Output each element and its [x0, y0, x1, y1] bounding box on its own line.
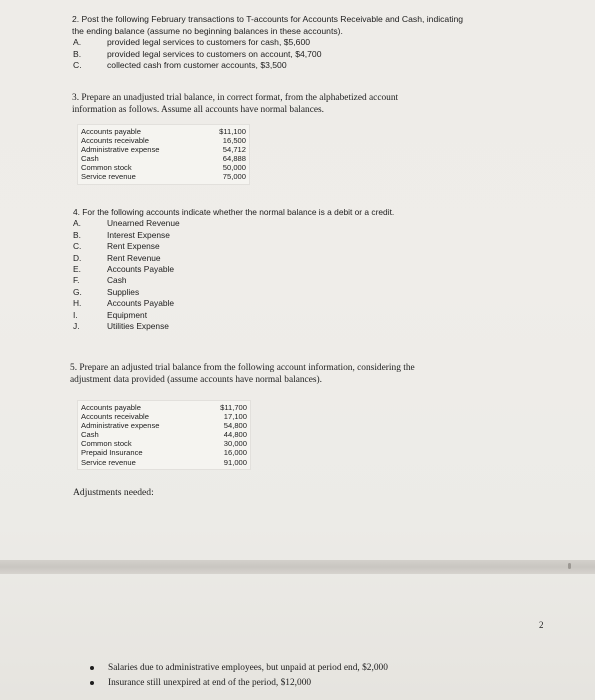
list-item	[90, 676, 388, 691]
list-item	[73, 218, 543, 229]
question-3	[72, 93, 532, 116]
list-item	[72, 37, 542, 49]
account-amount: 91,000	[223, 457, 247, 467]
list-item	[73, 275, 543, 286]
item-letter: E.	[73, 264, 81, 275]
table-row	[81, 127, 246, 136]
adjusted-balance-table	[77, 400, 251, 470]
list-item	[73, 241, 543, 252]
item-letter: C.	[73, 241, 82, 252]
item-text: Accounts Payable	[107, 264, 175, 275]
table-row	[81, 136, 246, 145]
table-row	[81, 154, 246, 163]
account-name: Service revenue	[81, 172, 136, 182]
item-text: Salaries due to administrative employees, but unpaid at period end, $2,000	[108, 663, 388, 673]
item-text: Rent Expense	[107, 241, 160, 252]
account-amount: 54,712	[222, 145, 246, 155]
table-row	[81, 421, 247, 430]
account-name: Accounts payable	[81, 127, 141, 136]
list-item	[73, 287, 543, 298]
list-item	[72, 49, 542, 61]
account-amount: 75,000	[222, 172, 246, 182]
question-3-line-2: information as follows. Assume all accounts have normal balances.	[72, 104, 325, 115]
account-name: Common stock	[81, 163, 132, 173]
adjustments-list	[90, 661, 388, 690]
item-letter: B.	[73, 229, 81, 240]
item-text: Rent Revenue	[107, 252, 161, 263]
account-amount: 54,800	[223, 421, 247, 431]
list-item	[90, 661, 388, 676]
account-amount: $11,700	[220, 403, 247, 412]
question-4-title: 4. For the following accounts indicate whether the normal balance is a debit or a credit.	[73, 207, 395, 217]
account-name: Service revenue	[81, 457, 136, 467]
bullet-icon	[90, 666, 94, 670]
list-item	[73, 321, 543, 332]
table-row	[81, 439, 247, 448]
table-row	[81, 412, 247, 421]
page-mark	[568, 563, 571, 569]
table-row	[81, 172, 246, 181]
list-item	[73, 310, 543, 321]
account-amount: 44,800	[223, 430, 247, 440]
table-row	[81, 403, 247, 412]
list-item	[73, 253, 543, 264]
question-5-line-2: adjustment data provided (assume accounts have normal balances).	[70, 374, 322, 385]
question-2-line-2: the ending balance (assume no beginning balances in these accounts).	[72, 25, 343, 36]
item-letter: A.	[73, 218, 81, 229]
question-5	[70, 363, 540, 386]
item-text: Equipment	[107, 309, 148, 320]
table-row	[81, 448, 247, 457]
item-text: Supplies	[107, 286, 140, 297]
account-amount: 17,100	[223, 412, 247, 422]
item-text: Interest Expense	[107, 229, 170, 240]
table-row	[81, 163, 246, 172]
account-amount: 30,000	[223, 439, 247, 449]
item-text: Accounts Payable	[107, 298, 175, 309]
account-amount: 64,888	[222, 154, 246, 164]
account-amount: $11,100	[219, 127, 246, 136]
account-name: Accounts receivable	[81, 412, 149, 422]
list-item	[72, 60, 542, 72]
list-item	[73, 298, 543, 309]
account-name: Accounts payable	[81, 403, 141, 412]
account-name: Administrative expense	[81, 145, 160, 155]
table-row	[81, 145, 246, 154]
item-letter: C.	[73, 60, 82, 70]
question-4	[73, 207, 543, 332]
account-name: Common stock	[81, 439, 132, 449]
account-name: Accounts receivable	[81, 136, 149, 146]
account-name: Prepaid Insurance	[81, 448, 143, 458]
page-number: 2	[539, 620, 544, 630]
account-name: Cash	[81, 430, 99, 440]
item-text: collected cash from customer accounts, $3,500	[107, 60, 287, 70]
item-letter: G.	[73, 286, 82, 297]
item-letter: D.	[73, 252, 82, 263]
unadjusted-balance-table	[77, 124, 250, 185]
account-amount: 50,000	[222, 163, 246, 173]
item-text: Utilities Expense	[107, 321, 169, 332]
item-text: provided legal services to customers for cash, $5,600	[107, 37, 311, 47]
item-text: provided legal services to customers on account, $4,700	[107, 48, 322, 59]
item-text: Unearned Revenue	[107, 218, 180, 229]
table-row	[81, 458, 247, 467]
page-break	[0, 560, 595, 574]
item-text: Insurance still unexpired at end of the period, $12,000	[108, 677, 312, 688]
adjustments-heading: Adjustments needed:	[73, 487, 154, 498]
list-item	[73, 264, 543, 275]
table-row	[81, 430, 247, 439]
question-3-line-1: 3. Prepare an unadjusted trial balance, in correct format, from the alphabetized account	[72, 93, 399, 103]
question-2-line-1: 2. Post the following February transactions to T-accounts for Accounts Receivable and Cash, indicating	[72, 14, 464, 24]
question-2	[72, 14, 542, 72]
item-text: Cash	[107, 275, 127, 286]
item-letter: I.	[73, 309, 78, 320]
item-letter: A.	[73, 37, 82, 47]
question-5-line-1: 5. Prepare an adjusted trial balance from the following account information, considering the	[70, 363, 415, 373]
list-item	[73, 230, 543, 241]
item-letter: H.	[73, 298, 82, 309]
bullet-icon	[90, 681, 94, 685]
account-amount: 16,500	[222, 136, 246, 146]
item-letter: F.	[73, 275, 80, 286]
item-letter: J.	[73, 321, 80, 332]
account-amount: 16,000	[223, 448, 247, 458]
account-name: Cash	[81, 154, 99, 164]
item-letter: B.	[73, 48, 82, 59]
account-name: Administrative expense	[81, 421, 160, 431]
